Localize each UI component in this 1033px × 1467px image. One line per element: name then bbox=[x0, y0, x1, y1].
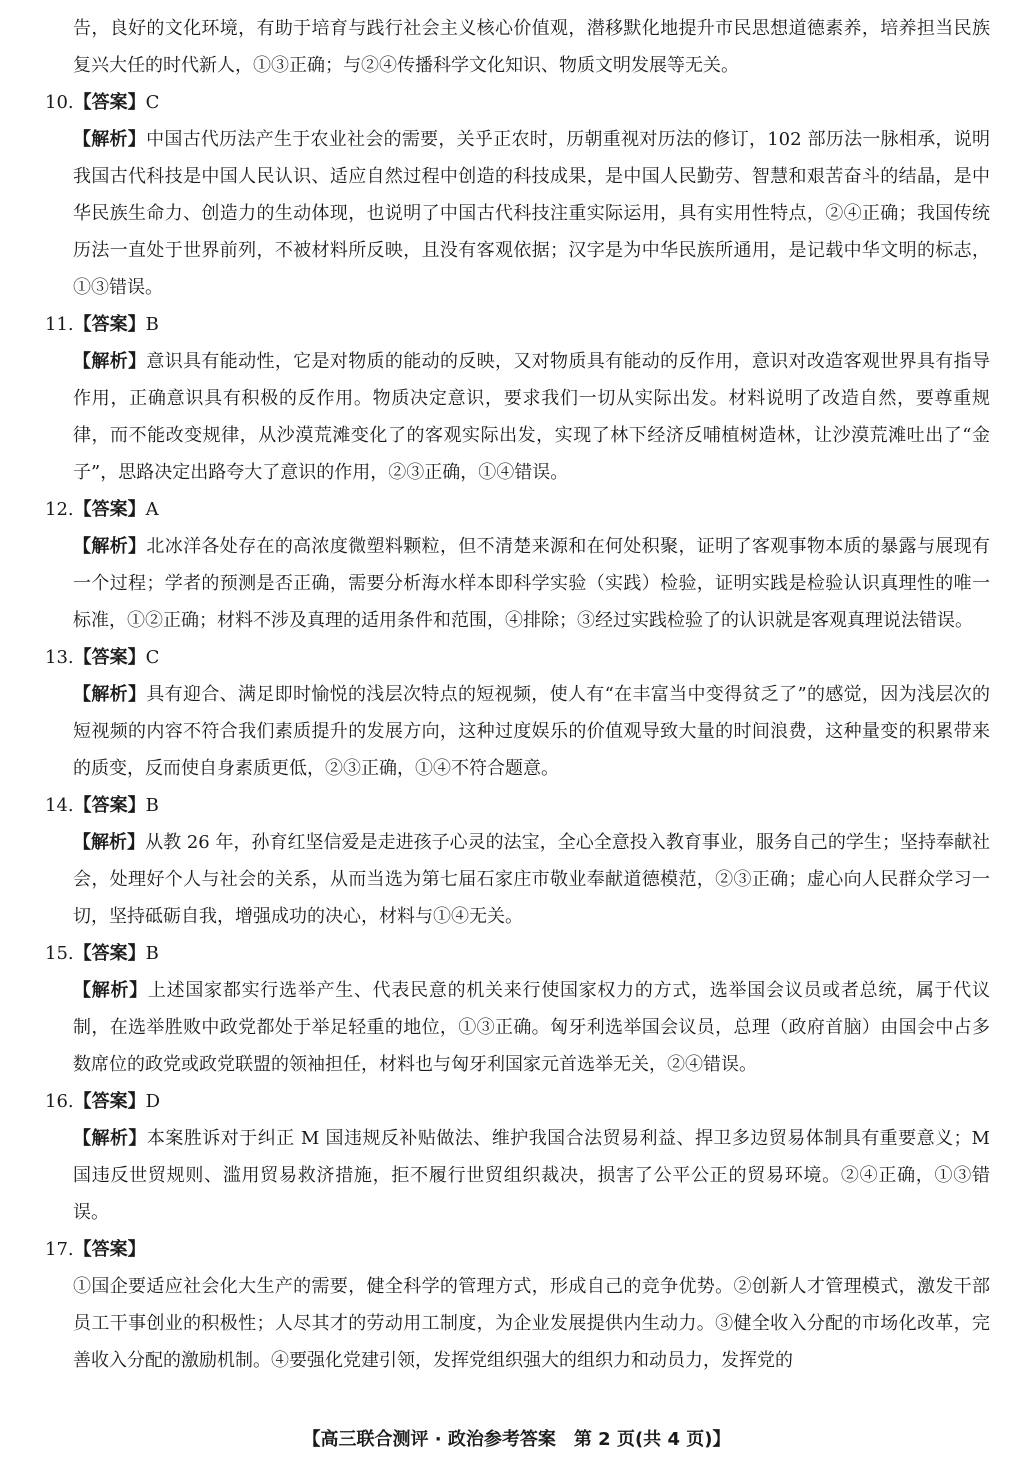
answer-tag: 【答案】 bbox=[73, 92, 146, 113]
answer-choice: C bbox=[145, 647, 160, 668]
question-number: 12. bbox=[45, 499, 74, 520]
analysis-paragraph bbox=[45, 121, 990, 306]
analysis-tag: 【解析】 bbox=[73, 832, 146, 853]
analysis-text: 北冰洋各处存在的高浓度微塑料颗粒，但不清楚来源和在何处积聚，证明了客观事物本质的暴露与展现有一个过程；学者的预测是否正确，需要分析海水样本即科学实验（实践）检验，证明实践是检验认识真理性的唯一标准，①②正确；材料不涉及真理的适用条件和范围，④排除；③经过实践检验了的认识就是客观真理说法错误。 bbox=[73, 536, 990, 631]
answer-line bbox=[45, 491, 990, 528]
analysis-text: 具有迎合、满足即时愉悦的浅层次特点的短视频，使人有“在丰富当中变得贫乏了”的感觉，因为浅层次的短视频的内容不符合我们素质提升的发展方向，这种过度娱乐的价值观导致大量的时间浪费，这种量变的积累带来的质变，反而使自身素质更低，②③正确，①④不符合题意。 bbox=[73, 684, 990, 779]
answer-tag: 【答案】 bbox=[73, 1091, 146, 1112]
question-number: 11. bbox=[45, 314, 74, 335]
analysis-text: 从教 26 年，孙育红坚信爱是走进孩子心灵的法宝，全心全意投入教育事业，服务自己的学生；坚持奉献社会，处理好个人与社会的关系，从而当选为第七届石家庄市敬业奉献道德模范，②③正确；虚心向人民群众学习一切，坚持砥砺自我，增强成功的决心，材料与①④无关。 bbox=[73, 832, 991, 927]
answer-tag: 【答案】 bbox=[73, 795, 146, 816]
analysis-text: 中国古代历法产生于农业社会的需要，关乎正农时，历朝重视对历法的修订，102 部历法一脉相承，说明我国古代科技是中国人民认识、适应自然过程中创造的科技成果，是中国人民勤劳、智慧和艰苦奋斗的结晶，是中华民族生命力、创造力的生动体现，也说明了中国古代科技注重实际运用，具有实用性特点，②④正确；我国传统历法一直处于世界前列，不被材料所反映，且没有客观依据；汉字是为中华民族所通用，是记载中华文明的标志，①③错误。 bbox=[73, 129, 990, 298]
body-paragraph: ①国企要适应社会化大生产的需要，健全科学的管理方式，形成自己的竞争优势。②创新人才管理模式，激发干部员工干事创业的积极性；人尽其才的劳动用工制度，为企业发展提供内生动力。③健全收入分配的市场化改革，完善收入分配的激励机制。④要强化党建引领，发挥党组织强大的组织力和动员力，发挥党的 bbox=[73, 1276, 990, 1371]
question-number: 15. bbox=[45, 943, 74, 964]
answer-choice: D bbox=[145, 1091, 161, 1112]
answer-line bbox=[45, 935, 990, 972]
analysis-tag: 【解析】 bbox=[73, 980, 148, 1001]
answer-tag: 【答案】 bbox=[73, 499, 146, 520]
question-number: 10. bbox=[45, 92, 74, 113]
answer-tag: 【答案】 bbox=[73, 647, 146, 668]
answer-line bbox=[45, 84, 990, 121]
answer-key-content bbox=[45, 10, 990, 1379]
answer-line bbox=[45, 639, 990, 676]
analysis-text: 上述国家都实行选举产生、代表民意的机关来行使国家权力的方式，选举国会议员或者总统，属于代议制，在选举胜败中政党都处于举足轻重的地位，①③正确。匈牙利选举国会议员，总理（政府首脑）由国会中占多数席位的政党或政党联盟的领袖担任，材料也与匈牙利国家元首选举无关，②④错误。 bbox=[73, 980, 991, 1075]
answer-choice: C bbox=[145, 92, 160, 113]
page-footer: 【高三联合测评 · 政治参考答案 第 2 页(共 4 页)】 bbox=[302, 1429, 731, 1450]
answer-line bbox=[45, 787, 990, 824]
analysis-tag: 【解析】 bbox=[73, 536, 147, 557]
analysis-tag: 【解析】 bbox=[73, 684, 147, 705]
analysis-tag: 【解析】 bbox=[73, 351, 147, 372]
analysis-paragraph bbox=[45, 343, 990, 491]
analysis-tag: 【解析】 bbox=[73, 129, 147, 150]
analysis-text: 本案胜诉对于纠正 M 国违规反补贴做法、维护我国合法贸易利益、捍卫多边贸易体制具有重要意义；M 国违反世贸规则、滥用贸易救济措施，拒不履行世贸组织裁决，损害了公平公正的贸易环境。②④正确，①③错误。 bbox=[73, 1128, 990, 1223]
question-number: 16. bbox=[45, 1091, 74, 1112]
question-number: 17. bbox=[45, 1239, 74, 1260]
analysis-tag: 【解析】 bbox=[73, 1128, 147, 1149]
body-paragraph: 告，良好的文化环境，有助于培育与践行社会主义核心价值观，潜移默化地提升市民思想道德素养，培养担当民族复兴大任的时代新人，①③正确；与②④传播科学文化知识、物质文明发展等无关。 bbox=[73, 18, 990, 76]
answer-choice: B bbox=[145, 314, 159, 335]
analysis-paragraph bbox=[45, 676, 990, 787]
answer-tag: 【答案】 bbox=[73, 314, 146, 335]
answer-line bbox=[45, 1083, 990, 1120]
question-number: 14. bbox=[45, 795, 74, 816]
answer-choice: B bbox=[145, 795, 159, 816]
answer-tag: 【答案】 bbox=[73, 1239, 146, 1260]
answer-choice: A bbox=[145, 499, 159, 520]
answer-tag: 【答案】 bbox=[73, 943, 146, 964]
answer-choice: B bbox=[145, 943, 159, 964]
analysis-paragraph bbox=[45, 824, 990, 935]
analysis-paragraph bbox=[45, 972, 990, 1083]
answer-line bbox=[45, 1231, 990, 1268]
analysis-paragraph bbox=[45, 1120, 990, 1231]
answer-line bbox=[45, 306, 990, 343]
analysis-paragraph bbox=[45, 528, 990, 639]
question-number: 13. bbox=[45, 647, 74, 668]
analysis-text: 意识具有能动性，它是对物质的能动的反映，又对物质具有能动的反作用，意识对改造客观世界具有指导作用，正确意识具有积极的反作用。物质决定意识，要求我们一切从实际出发。材料说明了改造自然，要尊重规律，而不能改变规律，从沙漠荒滩变化了的客观实际出发，实现了林下经济反哺植树造林，让沙漠荒滩吐出了“金子”，思路决定出路夸大了意识的作用，②③正确，①④错误。 bbox=[73, 351, 990, 483]
